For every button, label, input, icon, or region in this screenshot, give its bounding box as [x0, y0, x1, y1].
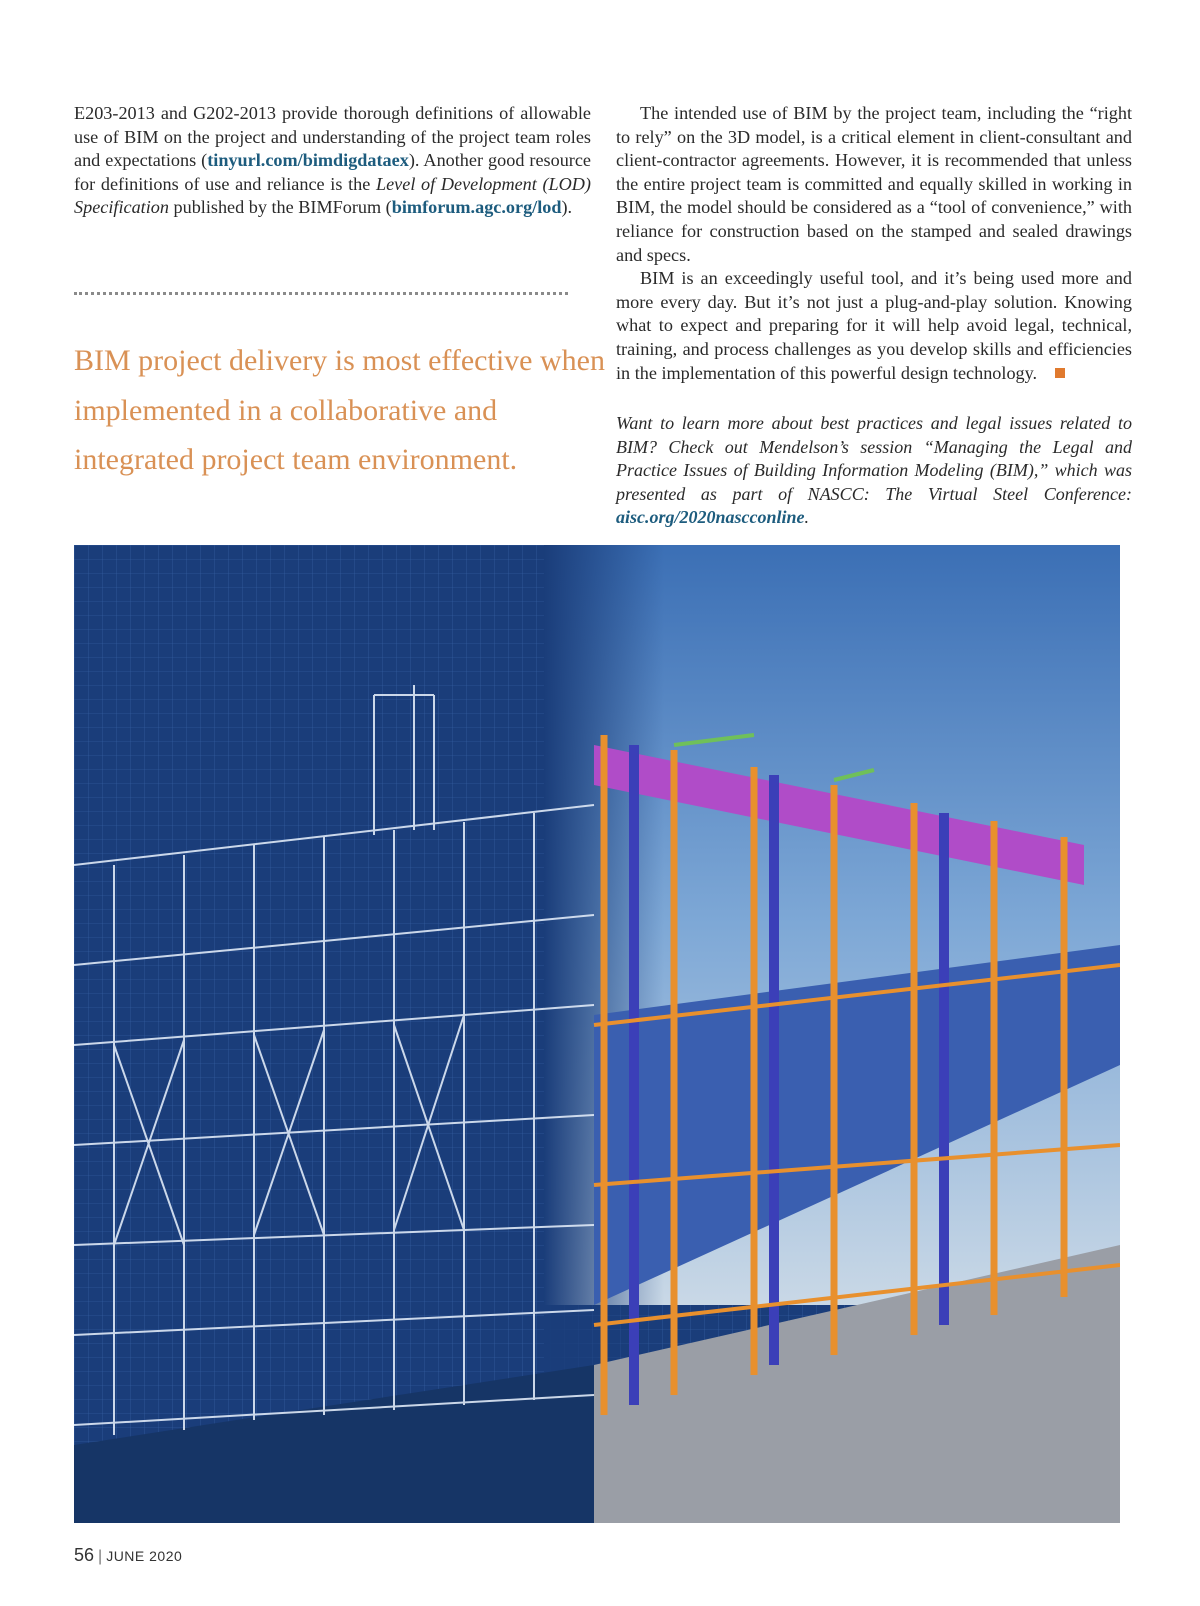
body-text: published by the BIMForum ( [168, 197, 392, 218]
body-text: ). Another good resource for definitions of use and reliance is the [74, 150, 592, 194]
left-paragraph-1 [74, 102, 591, 220]
lod-spec-title: Level of Development (LOD) Specification [74, 173, 591, 218]
left-column [74, 102, 591, 220]
end-of-article-mark [1055, 368, 1065, 378]
right-column [616, 102, 1132, 385]
page-footer [74, 1545, 182, 1566]
nascc-link[interactable]: aisc.org/2020nascconline [616, 507, 805, 528]
bim-model-image [74, 545, 1120, 1523]
body-text: BIM is an exceedingly useful tool, and it’s being used more and more every day. But it’s not just a plug-and-play solution. Knowing what to expect and preparing for it will help avoid legal, technical, training, and process challenges as you develop skills and efficiencies in the implementation of this powerful design technology. [616, 268, 1132, 383]
note-end: . [804, 507, 810, 528]
pull-quote: BIM project delivery is most effective when implemented in a collaborative and integrated project team environment. [74, 344, 605, 476]
right-paragraph-1: The intended use of BIM by the project team, including the “right to rely” on the 3D model, is a critical element in client-consultant and client-contractor agreements. However, it is recommended that unless the entire project team is committed and equally skilled in working in BIM, the model should be considered as a “tool of convenience,” with reliance for construction based on the stamped and sealed drawings and specs. [616, 103, 1132, 265]
note-text: Want to learn more about best practices and legal issues related to BIM? Check out Mendelson’s session “Managing the Legal and Practice Issues of Building Information Modeling (BIM),” which was presented as part of NASCC: The Virtual Steel Conference: [616, 413, 1132, 504]
page-number: 56 [74, 1545, 95, 1565]
session-note [616, 412, 1132, 530]
steel-structure-illustration [74, 545, 1120, 1523]
right-paragraph-2 [616, 267, 1132, 385]
dotted-divider [74, 292, 568, 295]
bimforum-link[interactable]: bimforum.agc.org/lod [391, 197, 562, 218]
tinyurl-link[interactable]: tinyurl.com/bimdigdataex [207, 150, 409, 171]
body-text: ). [561, 197, 573, 218]
body-text: E203-2013 and G202-2013 provide thorough definitions of allowable use of BIM on the project and understanding of the project team roles and expectations ( [74, 103, 591, 171]
footer-separator: | [98, 1548, 103, 1565]
issue-date: JUNE 2020 [106, 1548, 183, 1564]
